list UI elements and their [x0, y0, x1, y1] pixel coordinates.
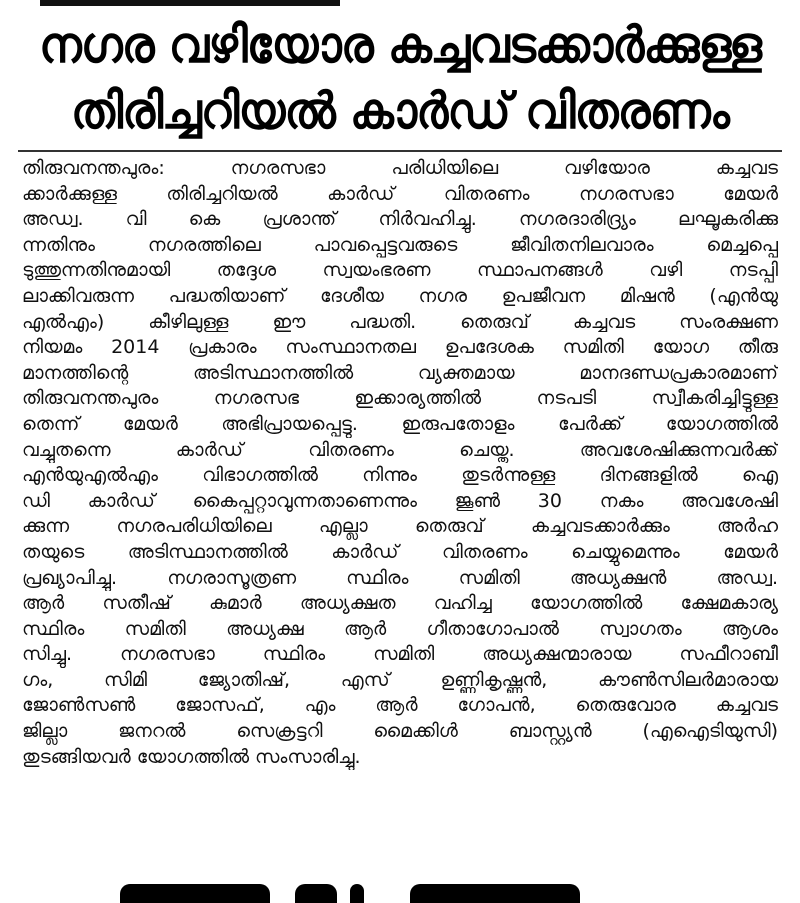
- body-line: ന്നതിനും നഗരത്തിലെ പാവപ്പെട്ടവരുടെ ജീവിതനിലവാരം മെച്ചപ്പെ: [22, 233, 778, 256]
- headline-line-1: നഗര വഴിയോര കച്ചവടക്കാർക്കുള്ള: [38, 16, 762, 74]
- body-line: വച്ചുതന്നെ കാർഡ് വിതരണം ചെയ്തു. അവശേഷിക്കുന്നവർക്ക്: [22, 438, 778, 461]
- body-line: സിച്ചു. നഗരസഭാ സ്ഥിരം സമിതി അധ്യക്ഷന്മാരായ സഫീറാബീ: [22, 643, 778, 666]
- next-headline-fragment: [350, 884, 364, 903]
- body-line: ക്കാർക്കുള്ള തിരിച്ചറിയൽ കാർഡ് വിതരണം നഗരസഭാ മേയർ: [22, 182, 778, 205]
- body-line: ജില്ലാ ജനറൽ സെക്രട്ടറി മൈക്കിൾ ബാസ്റ്റ്യൻ (എഐടിയുസി): [22, 720, 778, 743]
- next-article-headline-cut-off: [120, 884, 660, 903]
- body-line: തിരുവനന്തപുരം: നഗരസഭാ പരിധിയിലെ വഴിയോര കച്ചവട: [22, 157, 778, 179]
- article-headline: [0, 12, 800, 144]
- article-body: [22, 156, 778, 770]
- headline-divider: [18, 150, 782, 152]
- body-line: ഡി കാർഡ് കൈപ്പറ്റാവുന്നതാണെന്നും ജൂൺ 30 നകം അവശേഷി: [22, 489, 778, 512]
- body-line: അഡ്വ. വി കെ പ്രശാന്ത് നിർവഹിച്ചു. നഗരദാരിദ്ര്യം ലഘൂകരിക്കു: [22, 208, 778, 231]
- next-headline-fragment: [120, 884, 270, 903]
- body-line: പ്രഖ്യാപിച്ചു. നഗരാസൂത്രണ സ്ഥിരം സമിതി അധ്യക്ഷൻ അഡ്വ.: [22, 566, 778, 589]
- next-headline-fragment: [410, 884, 580, 903]
- body-line: എൽഎം) കീഴിലുള്ള ഈ പദ്ധതി. തെരുവ് കച്ചവട സംരക്ഷണ: [22, 310, 778, 333]
- body-line: ടുത്തുന്നതിനുമായി തദ്ദേശ സ്വയംഭരണ സ്ഥാപനങ്ങൾ വഴി നടപ്പി: [22, 259, 778, 282]
- body-line: തിരുവനന്തപുരം നഗരസഭ ഇക്കാര്യത്തിൽ നടപടി സ്വീകരിച്ചിട്ടുള്ള: [22, 387, 778, 410]
- body-line: ക്കുന്ന നഗരപരിധിയിലെ എല്ലാ തെരുവ് കച്ചവടക്കാർക്കും അർഹ: [22, 515, 778, 538]
- body-line: തയുടെ അടിസ്ഥാനത്തിൽ കാർഡ് വിതരണം ചെയ്യുമെന്നും മേയർ: [22, 540, 778, 563]
- body-line-last: തുടങ്ങിയവർ യോഗത്തിൽ സംസാരിച്ചു.: [22, 745, 361, 768]
- body-line: ലാക്കിവരുന്ന പദ്ധതിയാണ് ദേശീയ നഗര ഉപജീവന മിഷൻ (എൻയു: [22, 284, 778, 307]
- body-line: ജോൺസൺ ജോസഫ്, എം ആർ ഗോപൻ, തെരുവോര കച്ചവട: [22, 694, 778, 717]
- body-line: ആർ സതീഷ് കുമാർ അധ്യക്ഷത വഹിച്ച യോഗത്തിൽ ക്ഷേമകാര്യ: [22, 592, 778, 615]
- body-line: തെന്ന് മേയർ അഭിപ്രായപ്പെട്ടു. ഇരുപതോളം പേർക്ക് യോഗത്തിൽ: [22, 412, 778, 435]
- body-line: ഗം, സിമി ജ്യോതിഷ്, എസ് ഉണ്ണികൃഷ്ണൻ, കൗൺസിലർമാരായ: [22, 668, 778, 691]
- body-line: സ്ഥിരം സമിതി അധ്യക്ഷ ആർ ഗീതാഗോപാൽ സ്വാഗതം ആശം: [22, 617, 778, 640]
- body-line: എൻയുഎൽഎം വിഭാഗത്തിൽ നിന്നും തുടർന്നുള്ള ദിനങ്ങളിൽ ഐ: [22, 464, 778, 487]
- next-headline-fragment: [295, 884, 337, 903]
- previous-article-cut-off: [40, 0, 340, 6]
- headline-line-2: തിരിച്ചറിയൽ കാർഡ് വിതരണം: [71, 82, 729, 140]
- body-line: മാനത്തിന്റെ അടിസ്ഥാനത്തിൽ വ്യക്തമായ മാനദണ്ഡപ്രകാരമാണ്: [22, 361, 778, 384]
- body-line: നിയമം 2014 പ്രകാരം സംസ്ഥാനതല ഉപദേശക സമിതി യോഗ തീരു: [22, 336, 778, 359]
